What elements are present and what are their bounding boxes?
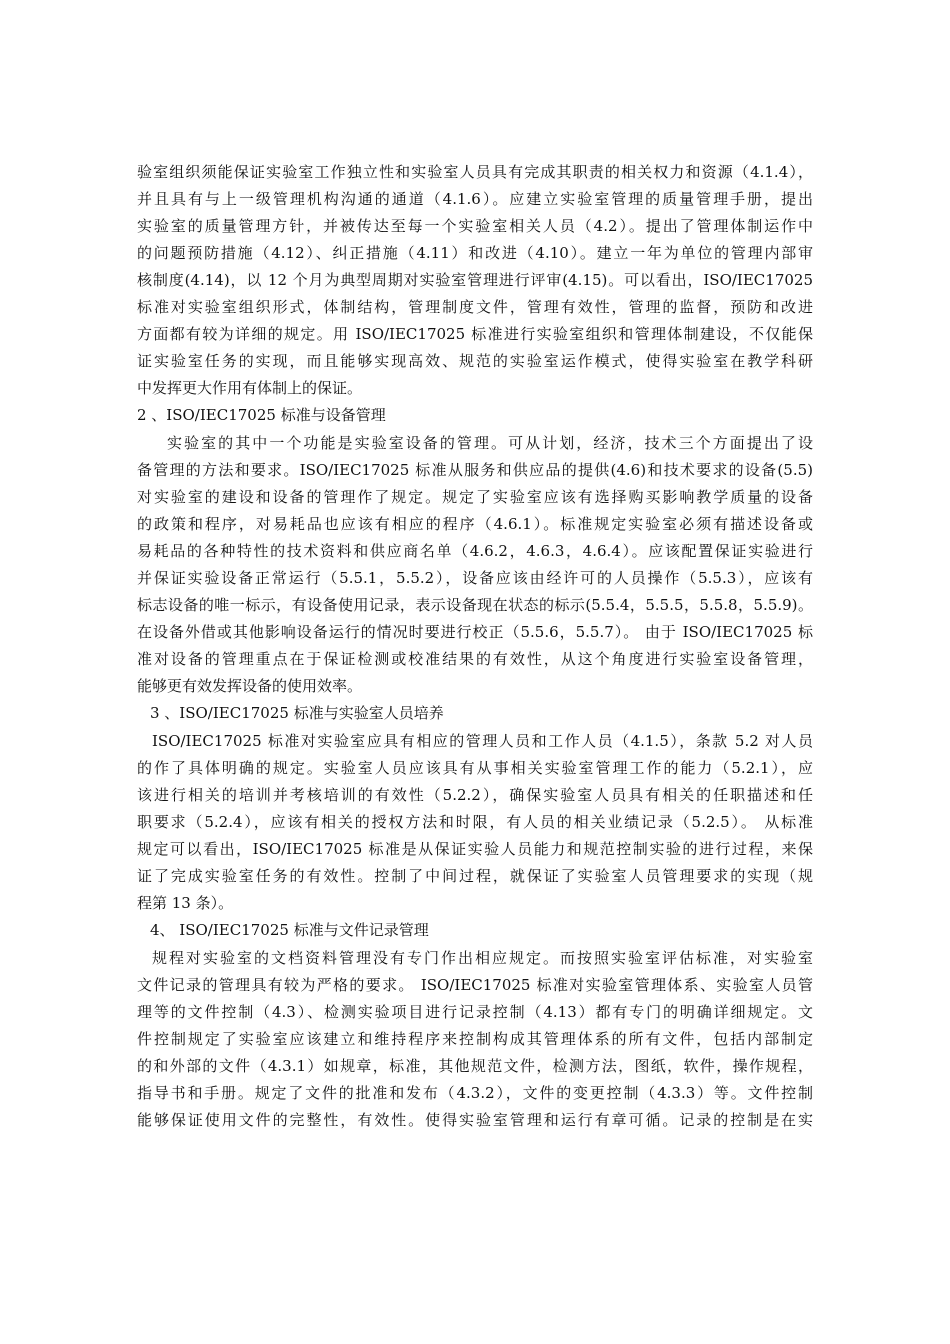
paragraph-line: ISO/IEC17025 标准对实验室应具有相应的管理人员和工作人员（4.1.5），条款 5.2 对人员 — [152, 732, 813, 750]
paragraph-line: 程第 13 条）。 — [137, 894, 234, 912]
paragraph-line: 中发挥更大作用有体制上的保证。 — [137, 379, 363, 397]
paragraph-line: 证了完成实验室任务的有效性。控制了中间过程，就保证了实验室人员管理要求的实现（规 — [137, 867, 813, 885]
paragraph-line: 标志设备的唯一标示，有设备使用记录，表示设备现在状态的标示(5.5.4，5.5.5，5.5.8，5.5.9)。 — [137, 596, 813, 614]
paragraph-line: 文件记录的管理具有较为严格的要求。 ISO/IEC17025 标准对实验室管理体系、实验室人员管 — [137, 976, 813, 994]
paragraph-line: 理等的文件控制（4.3）、检测实验项目进行记录控制（4.13）都有专门的明确详细规定。文 — [137, 1003, 813, 1021]
paragraph-line: 标准对实验室组织形式，体制结构，管理制度文件，管理有效性，管理的监督，预防和改进 — [137, 298, 813, 316]
paragraph-line: 备管理的方法和要求。ISO/IEC17025 标准从服务和供应品的提供(4.6)和技术要求的设备(5.5) — [137, 461, 813, 479]
section-heading: 4、 ISO/IEC17025 标准与文件记录管理 — [150, 921, 429, 939]
paragraph-line: 准对设备的管理重点在于保证检测或校准结果的有效性，从这个角度进行实验室设备管理， — [137, 650, 813, 668]
paragraph-line: 指导书和手册。规定了文件的批准和发布（4.3.2），文件的变更控制（4.3.3）等。文件控制 — [137, 1084, 813, 1102]
paragraph-line: 能够更有效发挥设备的使用效率。 — [137, 677, 363, 695]
paragraph-line: 规程对实验室的文档资料管理没有专门作出相应规定。而按照实验室评估标准，对实验室 — [152, 949, 813, 967]
paragraph-line: 能够保证使用文件的完整性，有效性。使得实验室管理和运行有章可循。记录的控制是在实 — [137, 1111, 813, 1129]
paragraph-line: 并保证实验设备正常运行（5.5.1，5.5.2），设备应该由经许可的人员操作（5.5.3），应该有 — [137, 569, 813, 587]
paragraph-line: 证实验室任务的实现，而且能够实现高效、规范的实验室运作模式，使得实验室在教学科研 — [137, 352, 813, 370]
paragraph-line: 实验室的其中一个功能是实验室设备的管理。可从计划，经济，技术三个方面提出了设 — [167, 434, 813, 452]
paragraph-line: 件控制规定了实验室应该建立和维持程序来控制构成其管理体系的所有文件，包括内部制定 — [137, 1030, 813, 1048]
paragraph-line: 该进行相关的培训并考核培训的有效性（5.2.2），确保实验室人员具有相关的任职描述和任 — [137, 786, 813, 804]
paragraph-line: 并且具有与上一级管理机构沟通的通道（4.1.6）。应建立实验室管理的质量管理手册，提出 — [137, 190, 813, 208]
paragraph-line: 的和外部的文件（4.3.1）如规章，标准，其他规范文件，检测方法，图纸，软件，操作规程， — [137, 1057, 813, 1075]
paragraph-line: 职要求（5.2.4），应该有相关的授权方法和时限，有人员的相关业绩记录（5.2.5）。 从标准 — [137, 813, 813, 831]
paragraph-line: 的作了具体明确的规定。实验室人员应该具有从事相关实验室管理工作的能力（5.2.1），应 — [137, 759, 813, 777]
paragraph-line: 的政策和程序，对易耗品也应该有相应的程序（4.6.1）。标准规定实验室必须有描述设备或 — [137, 515, 813, 533]
paragraph-line: 易耗品的各种特性的技术资料和供应商名单（4.6.2，4.6.3，4.6.4）。应该配置保证实验进行 — [137, 542, 813, 560]
paragraph-line: 核制度(4.14)，以 12 个月为典型周期对实验室管理进行评审(4.15)。可以看出，ISO/IEC17025 — [137, 271, 813, 289]
paragraph-line: 对实验室的建设和设备的管理作了规定。规定了实验室应该有选择购买影响教学质量的设备 — [137, 488, 813, 506]
section-heading: 2 、ISO/IEC17025 标准与设备管理 — [137, 406, 386, 424]
paragraph-line: 方面都有较为详细的规定。用 ISO/IEC17025 标准进行实验室组织和管理体制建设，不仅能保 — [137, 325, 813, 343]
paragraph-line: 规定可以看出，ISO/IEC17025 标准是从保证实验人员能力和规范控制实验的进行过程，来保 — [137, 840, 813, 858]
paragraph-line: 的问题预防措施（4.12）、纠正措施（4.11）和改进（4.10）。建立一年为单位的管理内部审 — [137, 244, 813, 262]
section-heading: 3 、ISO/IEC17025 标准与实验室人员培养 — [150, 704, 444, 722]
paragraph-line: 验室组织须能保证实验室工作独立性和实验室人员具有完成其职责的相关权力和资源（4.1.4）， — [137, 163, 813, 181]
paragraph-line: 实验室的质量管理方针，并被传达至每一个实验室相关人员（4.2）。提出了管理体制运作中 — [137, 217, 813, 235]
paragraph-line: 在设备外借或其他影响设备运行的情况时要进行校正（5.5.6，5.5.7）。 由于 ISO/IEC17025 标 — [137, 623, 813, 641]
